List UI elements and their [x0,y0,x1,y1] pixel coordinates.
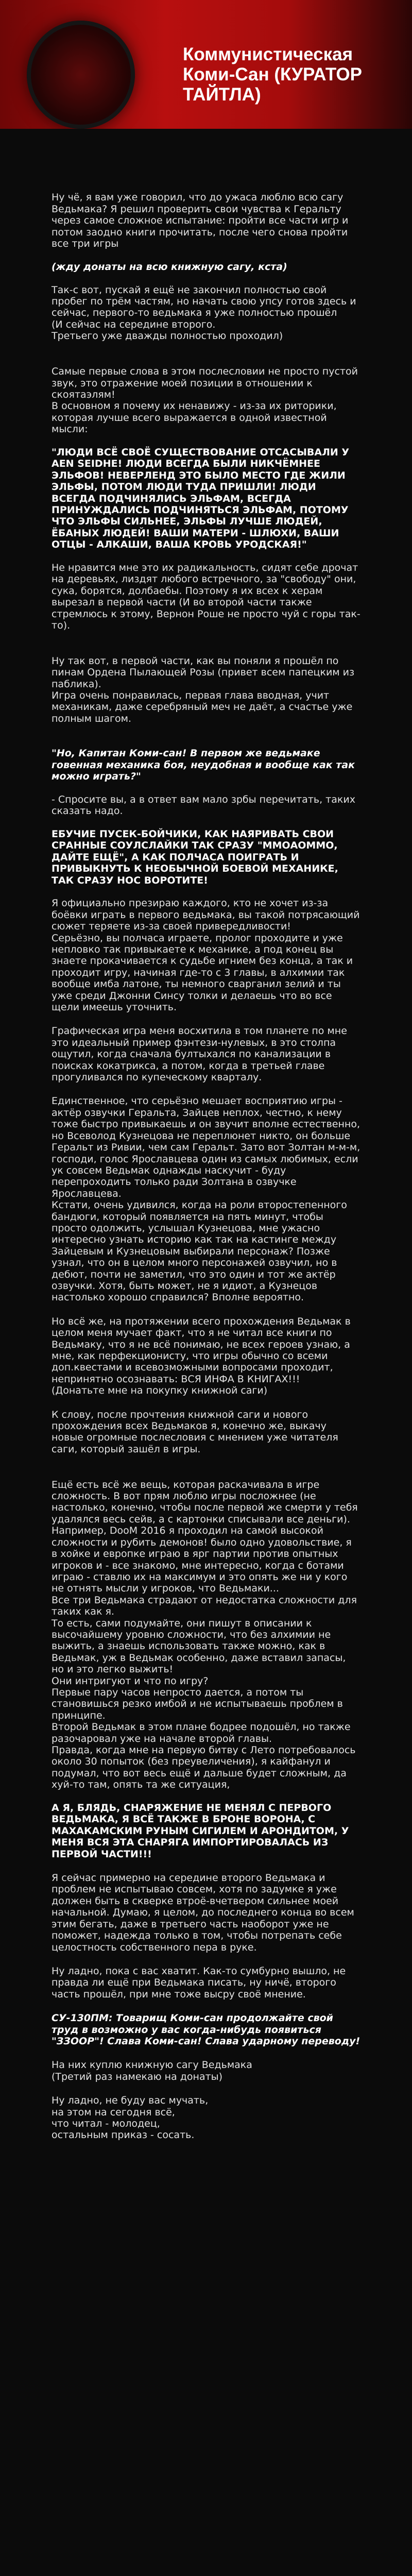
paragraph-3-text: Ну так вот, в первой части, как вы поняли я прошёл по пинам Ордена Пылающей Розы (привет всем папецким из паблика). Игра очень понравилась, первая глава вводная, учит механикам, даже серебряный меч не даёт, а счастье уже полным шагом. [52,655,355,724]
paragraph-7: К слову, после прочтения книжной саги и нового прохождения всех Ведьмаков я, конечно же, выкачу новые огромные послесловия с мнением уже читателя саги, который зашёл в игры. [52,1409,338,1455]
paragraph-5: Единственное, что серьёзно мешает восприятию игры - актёр озвучки Геральта, Зайцев неплох, честно, к нему тоже быстро привыкаешь и он звучит вполне естественно, но Всеволод Кузнецова не переплюнет никто, он больше Геральт из Ривии, чем сам Геральт. Зато вот Золтан м-м-м, господи, голос Ярославцева один из самых любимых, если ук совсем Ведьмак однажды наскучит - буду перепроходить только ради Золтана в озвучке Ярославцева. Кстати, очень удивился, когда на роли второстепенного бандюги, который появляется на пять минут, чтобы просто одолжить, услышал Кузнецова, мне ужасно интересно узнать историю как так на кастинге между Зайцевым и Кузнецовым выбирали персонаж? Позже узнал, что он в целом много персонажей озвучил, но в дебют, почти не заметил, что это один и тот же актёр озвучки. Хотя, быть может, не я идиот, а Кузнецов настолько хорошо справился? Вполне вероятно. [52,1095,360,1303]
soviet-badge-icon [27,21,135,129]
paragraph-13: Ну ладно, не буду вас мучать, на этом на сегодня всё, что читал - молодец, остальным приказ - сосать. [52,2095,209,2141]
donate-hint-1: (жду донаты на всю книжную сагу, кста) [52,261,287,273]
paragraph-4: Графическая игра меня восхитила в том планете по мне это идеальный пример фэнтези-нулевых, в это столпа ощутил, когда сначала бултыхался по канализации в поисках кокатрикса, а потом, когда в третьей главе прогуливался по купеческому кварталу. [52,1025,347,1083]
header-banner [0,0,412,129]
paragraph-1-continued: Так-с вот, пускай я ещё не закончил полностью свой пробег по трём частям, но начать свою упсу готов здесь и сейчас, первого-то ведьмака я уже полностью прошёл (И сейчас на середине второго. Третьего уже дважды полностью проходил) [52,284,356,342]
paragraph-12: На них куплю книжную сагу Ведьмака (Третий раз намекаю на донаты) [52,2059,252,2082]
page-title: Коммунистическая Коми-Сан (КУРАТОР ТАЙТЛА) [183,44,362,105]
paragraph-9: Я сейчас примерно на середине второго Ведьмака и проблем не испытываю совсем, хотя по задумке я уже должен быть в скверке втроё-вчетвером сильнее моей начальной. Думаю, я целом, до последнего конца во всем этим бегать, даже в третьего часть наоборот уже не поможет, надежда только в том, чтобы потрепать себе целостность собственного пера в руке. [52,1872,354,1953]
paragraph-2-continued: Не нравится мне это их радикальность, сидят себе дрочат на деревьях, лиздят любого встречного, за "свободу" они, сука, борятся, долбаебы. Поэтому я их всех к херам вырезал в первой части (И во второй части также стремлюсь к этому, Вернон Роше не просто чуй с горы так-то). [52,562,360,632]
paragraph-6: Но всё же, на протяжении всего прохождения Ведьмак в целом меня мучает факт, что я не читал все книги по Ведьмаку, что я не всё понимаю, не всех героев узнаю, а мне, как перфекционисту, что игры обычно со всеми доп.квестами и всевозможными вопросами проходит, непринятно осознавать: ВСЯ ИНФА В КНИГАХ!!! (Донатьте мне на покупку книжной саги) [52,1315,351,1397]
caps-rant-2: А Я, БЛЯДЬ, СНАРЯЖЕНИЕ НЕ МЕНЯЛ С ПЕРВОГО ВЕДЬМАКА, Я ВСЁ ТАКЖЕ В БРОНЕ ВОРОНА, С МАХАКАМСКИМ РУНЫМ СИГИЛЕМ И АРОНДИТОМ, У МЕНЯ ВСЯ ЭТА СНАРЯГА ИМПОРТИРОВАЛАСЬ ИЗ ПЕРВОЙ ЧАСТИ!!! [52,1802,349,1860]
paragraph-8-text: Ещё есть всё же вещь, которая раскачивала в игре сложность. В вот прям люблю игры посложнее (не настолько, конечно, чтобы после первой же смерти у тебя удалялся весь сейв, а с картонки списывали все деньги). Например, DooM 2016 я проходил на самой высокой сложности и рубить демонов! было одно удовольствие, я в хойке и европке играю в ярг партии против опытных игроков и - все знакомо, мне интересно, когда с ботами играю - ставлю их на максимум и это опять же ни у кого не отнять мысли у игроков, что Ведьмаки... Все три Ведьмака страдают от недостатка сложности для таких как я. То есть, сами подумайте, они пишут в описании к высочайшему уровню сложности, что без алхимии не выжить, а знаешь использовать также можно, как в Ведьмак, уж в Ведьмак особенно, даже вставил запасы, но и это легко выжить! Они интригуют и что по игру? Первые пару часов непросто дается, а потом ты становишься резко имбой и не испытываешь проблем в принципе. Второй Ведьмак в этом плане бодрее подошёл, но также разочаровал уже на начале второй главы. Правда, когда мне на первую битву с Лето потребовалось около 30 попыток (без преувеличения), я кайфанул и подумал, что вот весь ещё и дальше будет сложным, да хуй-то там, опять та же ситуация, [52,1479,358,1791]
paragraph-3 [52,643,360,1013]
paragraph-8 [52,1467,360,1860]
paragraph-1 [52,180,360,342]
afterword-text [52,180,360,2141]
paragraph-1-text: Ну чё, я вам уже говорил, что до ужаса люблю всю сагу Ведьмака? Я решил проверить свои чувства к Геральту через самое сложное испытание: пройти все части игр и потом заодно книги прочитать, после чего снова пройти все три игры [52,192,349,250]
paragraph-3-continued: Я официально презираю каждого, кто не хочет из-за боёвки играть в первого ведьмака, вы такой потрясающий сюжет теряете из-за своей привередливости! Серьёзно, вы полчаса играете, пролог проходите и уже непловко так привыкаете к механике, а под конец вы знаете прокачивается к судьбе игнием без конца, а так и проходит игру, начиная где-то с 3 главы, в алхимии так вообще имба латоне, ты немного сварганил зелий и ты уже среди Джонни Синсу толки и делаешь что во все щели имеешь уточнить. [52,897,360,1013]
elves-quote: "ЛЮДИ ВСЁ СВОЁ СУЩЕСТВОВАНИЕ ОТСАСЫВАЛИ У AEN SEIDHE! ЛЮДИ ВСЕГДА БЫЛИ НИКЧЁМНЕЕ ЭЛЬФОВ! НЕВЕРЛЕНД ЭТО БЫЛО МЕСТО ГДЕ ЖИЛИ ЭЛЬФЫ, ПОТОМ ЛЮДИ ТУДА ПРИШЛИ! ЛЮДИ ВСЕГДА ПОДЧИНЯЛИСЬ ЭЛЬФАМ, ВСЕГДА ПРИНУЖДАЛИСЬ ПОДЧИНЯТЬСЯ ЭЛЬФАМ, ПОТОМУ ЧТО ЭЛЬФЫ СИЛЬНЕЕ, ЭЛЬФЫ ЛУЧШЕ ЛЮДЕЙ, ЁБАНЫХ ЛЮДЕЙ! ВАШИ МАТЕРИ - ШЛЮХИ, ВАШИ ОТЦЫ - АЛКАШИ, ВАША КРОВЬ УРОДСКАЯ!" [52,446,350,551]
paragraph-11: СУ-130ПМ: Товарищ Коми-сан продолжайте свой труд в возможно у вас когда-нибудь появиться "ЗЗООР"! Слава Коми-сан! Слава ударному переводу! [52,2012,360,2047]
paragraph-2-text: Самые первые слова в этом послесловии не просто пустой звук, это отражение моей позиции в отношении к скоятаэлям! В основном я почему их ненавижу - из-за их риторики, которая лучше всего выражается в одной известной мысли: [52,366,358,435]
paragraph-2 [52,354,360,632]
captain-question: "Но, Капитан Коми-сан! В первом же ведьмаке говенная механика боя, неудобная и вообще как так можно играть?" [52,748,355,782]
caps-rant-1: ЕБУЧИЕ ПУСЕК-БОЙЧИКИ, КАК НАЯРИВАТЬ СВОИ СРАННЫЕ СОУЛСЛАЙКИ ТАК СРАЗУ "ММОАОММО, ДАЙТЕ ЕЩЁ", А КАК ПОЛЧАСА ПОИГРАТЬ И ПРИВЫКНУТЬ К НЕОБЫЧНОЙ БОЕВОЙ МЕХАНИКЕ, ТАК СРАЗУ НОС ВОРОТИТЕ! [52,828,338,886]
paragraph-3-answer: - Спросите вы, а в ответ вам мало зрбы перечитать, таких сказать надо. [52,793,355,817]
paragraph-10: Ну ладно, пока с вас хватит. Как-то сумбурно вышло, не правда ли ещё при Ведьмака писать, ну ничё, второго часть прошёл, при мне тоже высру своё мнение. [52,1965,346,2000]
